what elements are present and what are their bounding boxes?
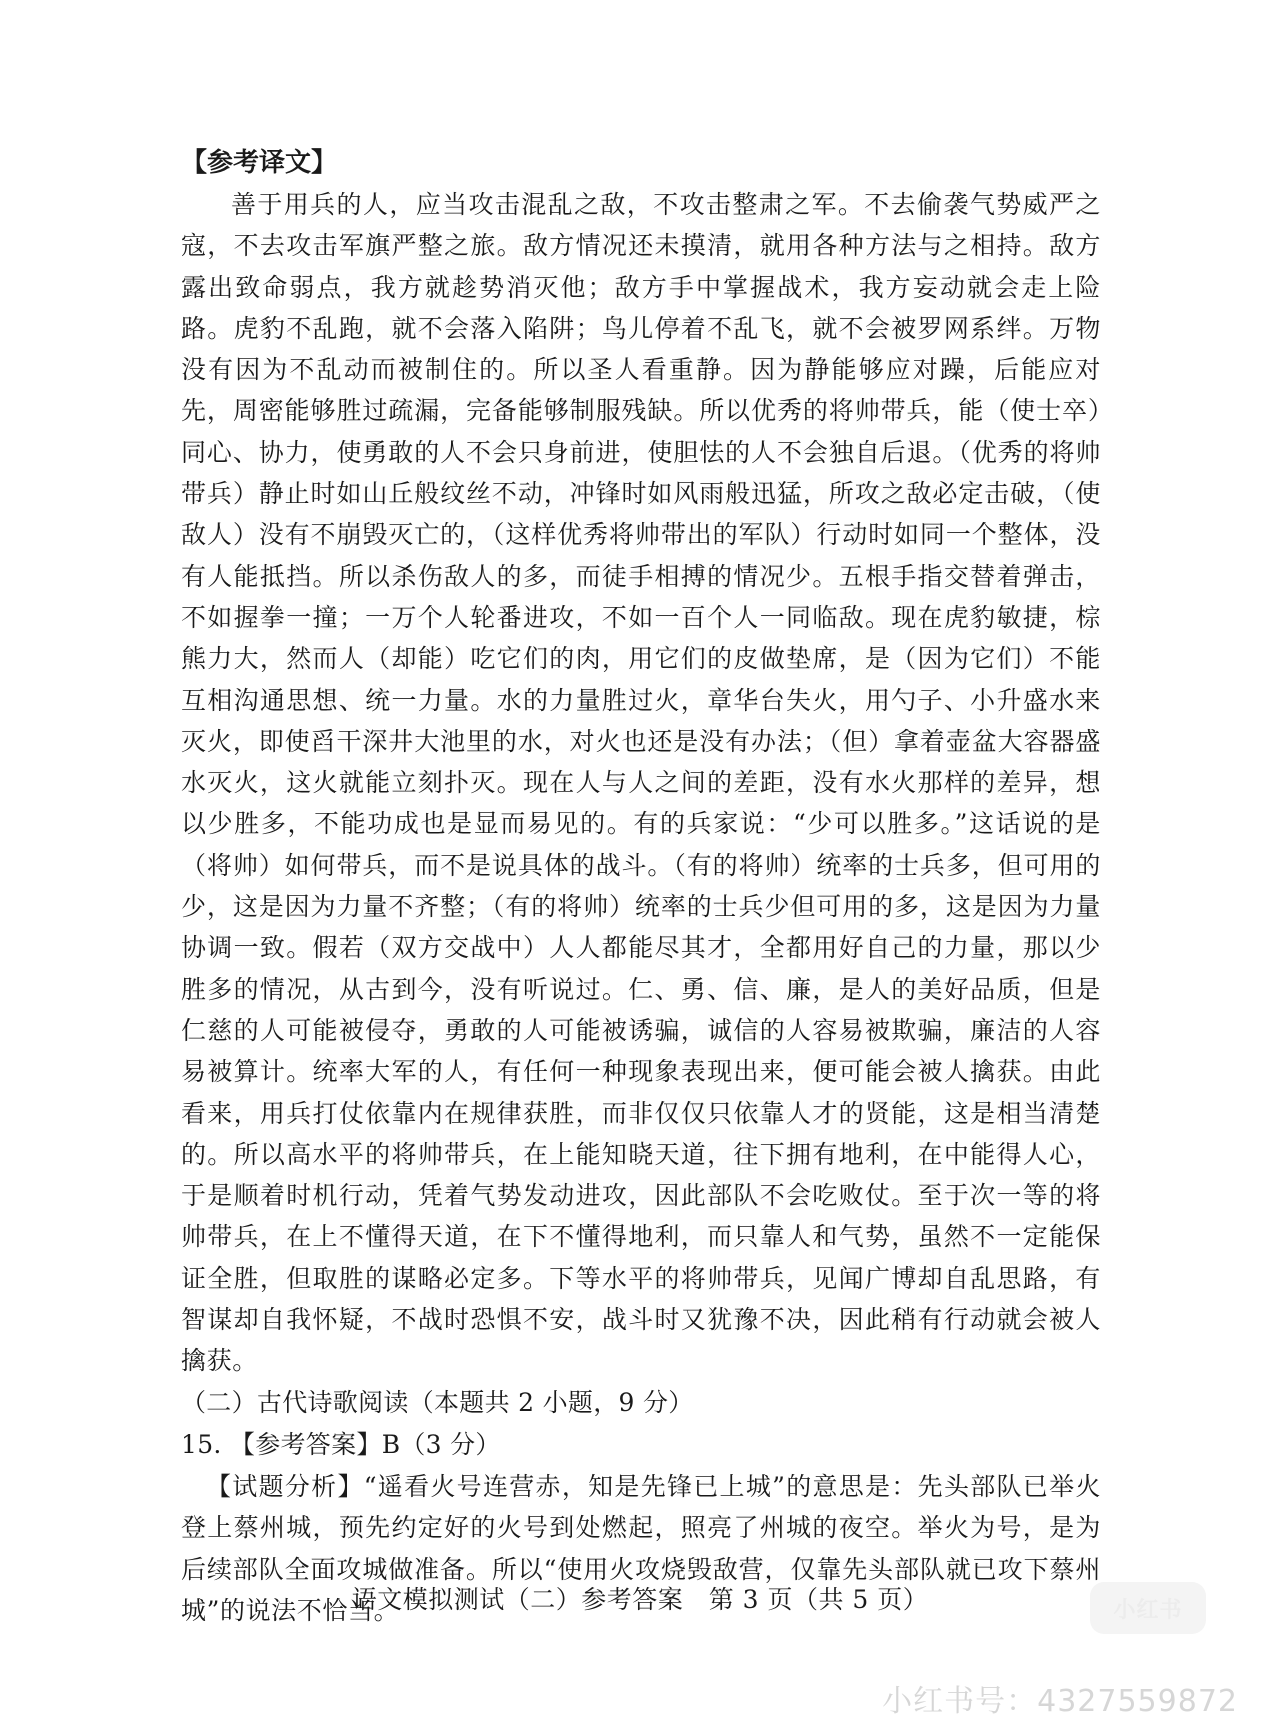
poetry-section-heading: （二）古代诗歌阅读（本题共 2 小题，9 分） [181, 1387, 694, 1417]
question-15-analysis: 【试题分析】“遥看火号连营赤，知是先锋已上城”的意思是：先头部队已举火登上蔡州城，预先约定好的火号到处燃起，照亮了州城的夜空。举火为号，是为后续部队全面攻城做准备。所以“使用火攻烧毁敌营，仅靠先头部队就已攻下蔡州城”的说法不恰当。 [181, 1471, 1101, 1626]
page-footer: 语文模拟测试（二）参考答案 第 3 页（共 5 页） [351, 1585, 929, 1614]
question-15-answer: 15. 【参考答案】B（3 分） [181, 1429, 501, 1459]
translation-paragraph: 善于用兵的人，应当攻击混乱之敌，不攻击整肃之军。不去偷袭气势威严之寇，不去攻击军旗严整之旅。敌方情况还未摸清，就用各种方法与之相持。敌方露出致命弱点，我方就趁势消灭他；敌方手中掌握战术，我方妄动就会走上险路。虎豹不乱跑，就不会落入陷阱；鸟儿停着不乱飞，就不会被罗网系绊。万物没有因为不乱动而被制住的。所以圣人看重静。因为静能够应对躁，后能应对先，周密能够胜过疏漏，完备能够制服残缺。所以优秀的将帅带兵，能（使士卒）同心、协力，使勇敢的人不会只身前进，使胆怯的人不会独自后退。（优秀的将帅带兵）静止时如山丘般纹丝不动，冲锋时如风雨般迅猛，所攻之敌必定击破，（使敌人）没有不崩毁灭亡的，（这样优秀将帅带出的军队）行动时如同一个整体，没有人能抵挡。所以杀伤敌人的多，而徒手相搏的情况少。五根手指交替着弹击，不如握拳一撞；一万个人轮番进攻，不如一百个人一同临敌。现在虎豹敏捷，棕熊力大，然而人（却能）吃它们的肉，用它们的皮做垫席，是（因为它们）不能互相沟通思想、统一力量。水的力量胜过火，章华台失火，用勺子、小升盛水来灭火，即使舀干深井大池里的水，对火也还是没有办法；（但）拿着壶盆大容器盛水灭火，这火就能立刻扑灭。现在人与人之间的差距，没有水火那样的差异，想以少胜多，不能功成也是显而易见的。有的兵家说：“少可以胜多。”这话说的是（将帅）如何带兵，而不是说具体的战斗。（有的将帅）统率的士兵多，但可用的少，这是因为力量不齐整；（有的将帅）统率的士兵少但可用的多，这是因为力量协调一致。假若（双方交战中）人人都能尽其才，全都用好自己的力量，那以少胜多的情况，从古到今，没有听说过。仁、勇、信、廉，是人的美好品质，但是仁慈的人可能被侵夺，勇敢的人可能被诱骗，诚信的人容易被欺骗，廉洁的人容易被算计。统率大军的人，有任何一种现象表现出来，便可能会被人擒获。由此看来，用兵打仗依靠内在规律获胜，而非仅仅只依靠人才的贤能，这是相当清楚的。所以高水平的将帅带兵，在上能知晓天道，往下拥有地利，在中能得人心，于是顺着时机行动，凭着气势发动进攻，因此部队不会吃败仗。至于次一等的将帅带兵，在上不懂得天道，在下不懂得地利，而只靠人和气势，虽然不一定能保证全胜，但取胜的谋略必定多。下等水平的将帅带兵，见闻广博却自乱思路，有智谋却自我怀疑，不战时恐惧不安，战斗时又犹豫不决，因此稍有行动就会被人擒获。 [181, 190, 1101, 1376]
section-title: 【参考译文】 [181, 148, 338, 178]
page-content [181, 142, 1101, 1632]
watermark-text: 小红书号：4327559872 [882, 1684, 1238, 1719]
xiaohongshu-logo-badge: 小红书 [1090, 1582, 1206, 1634]
